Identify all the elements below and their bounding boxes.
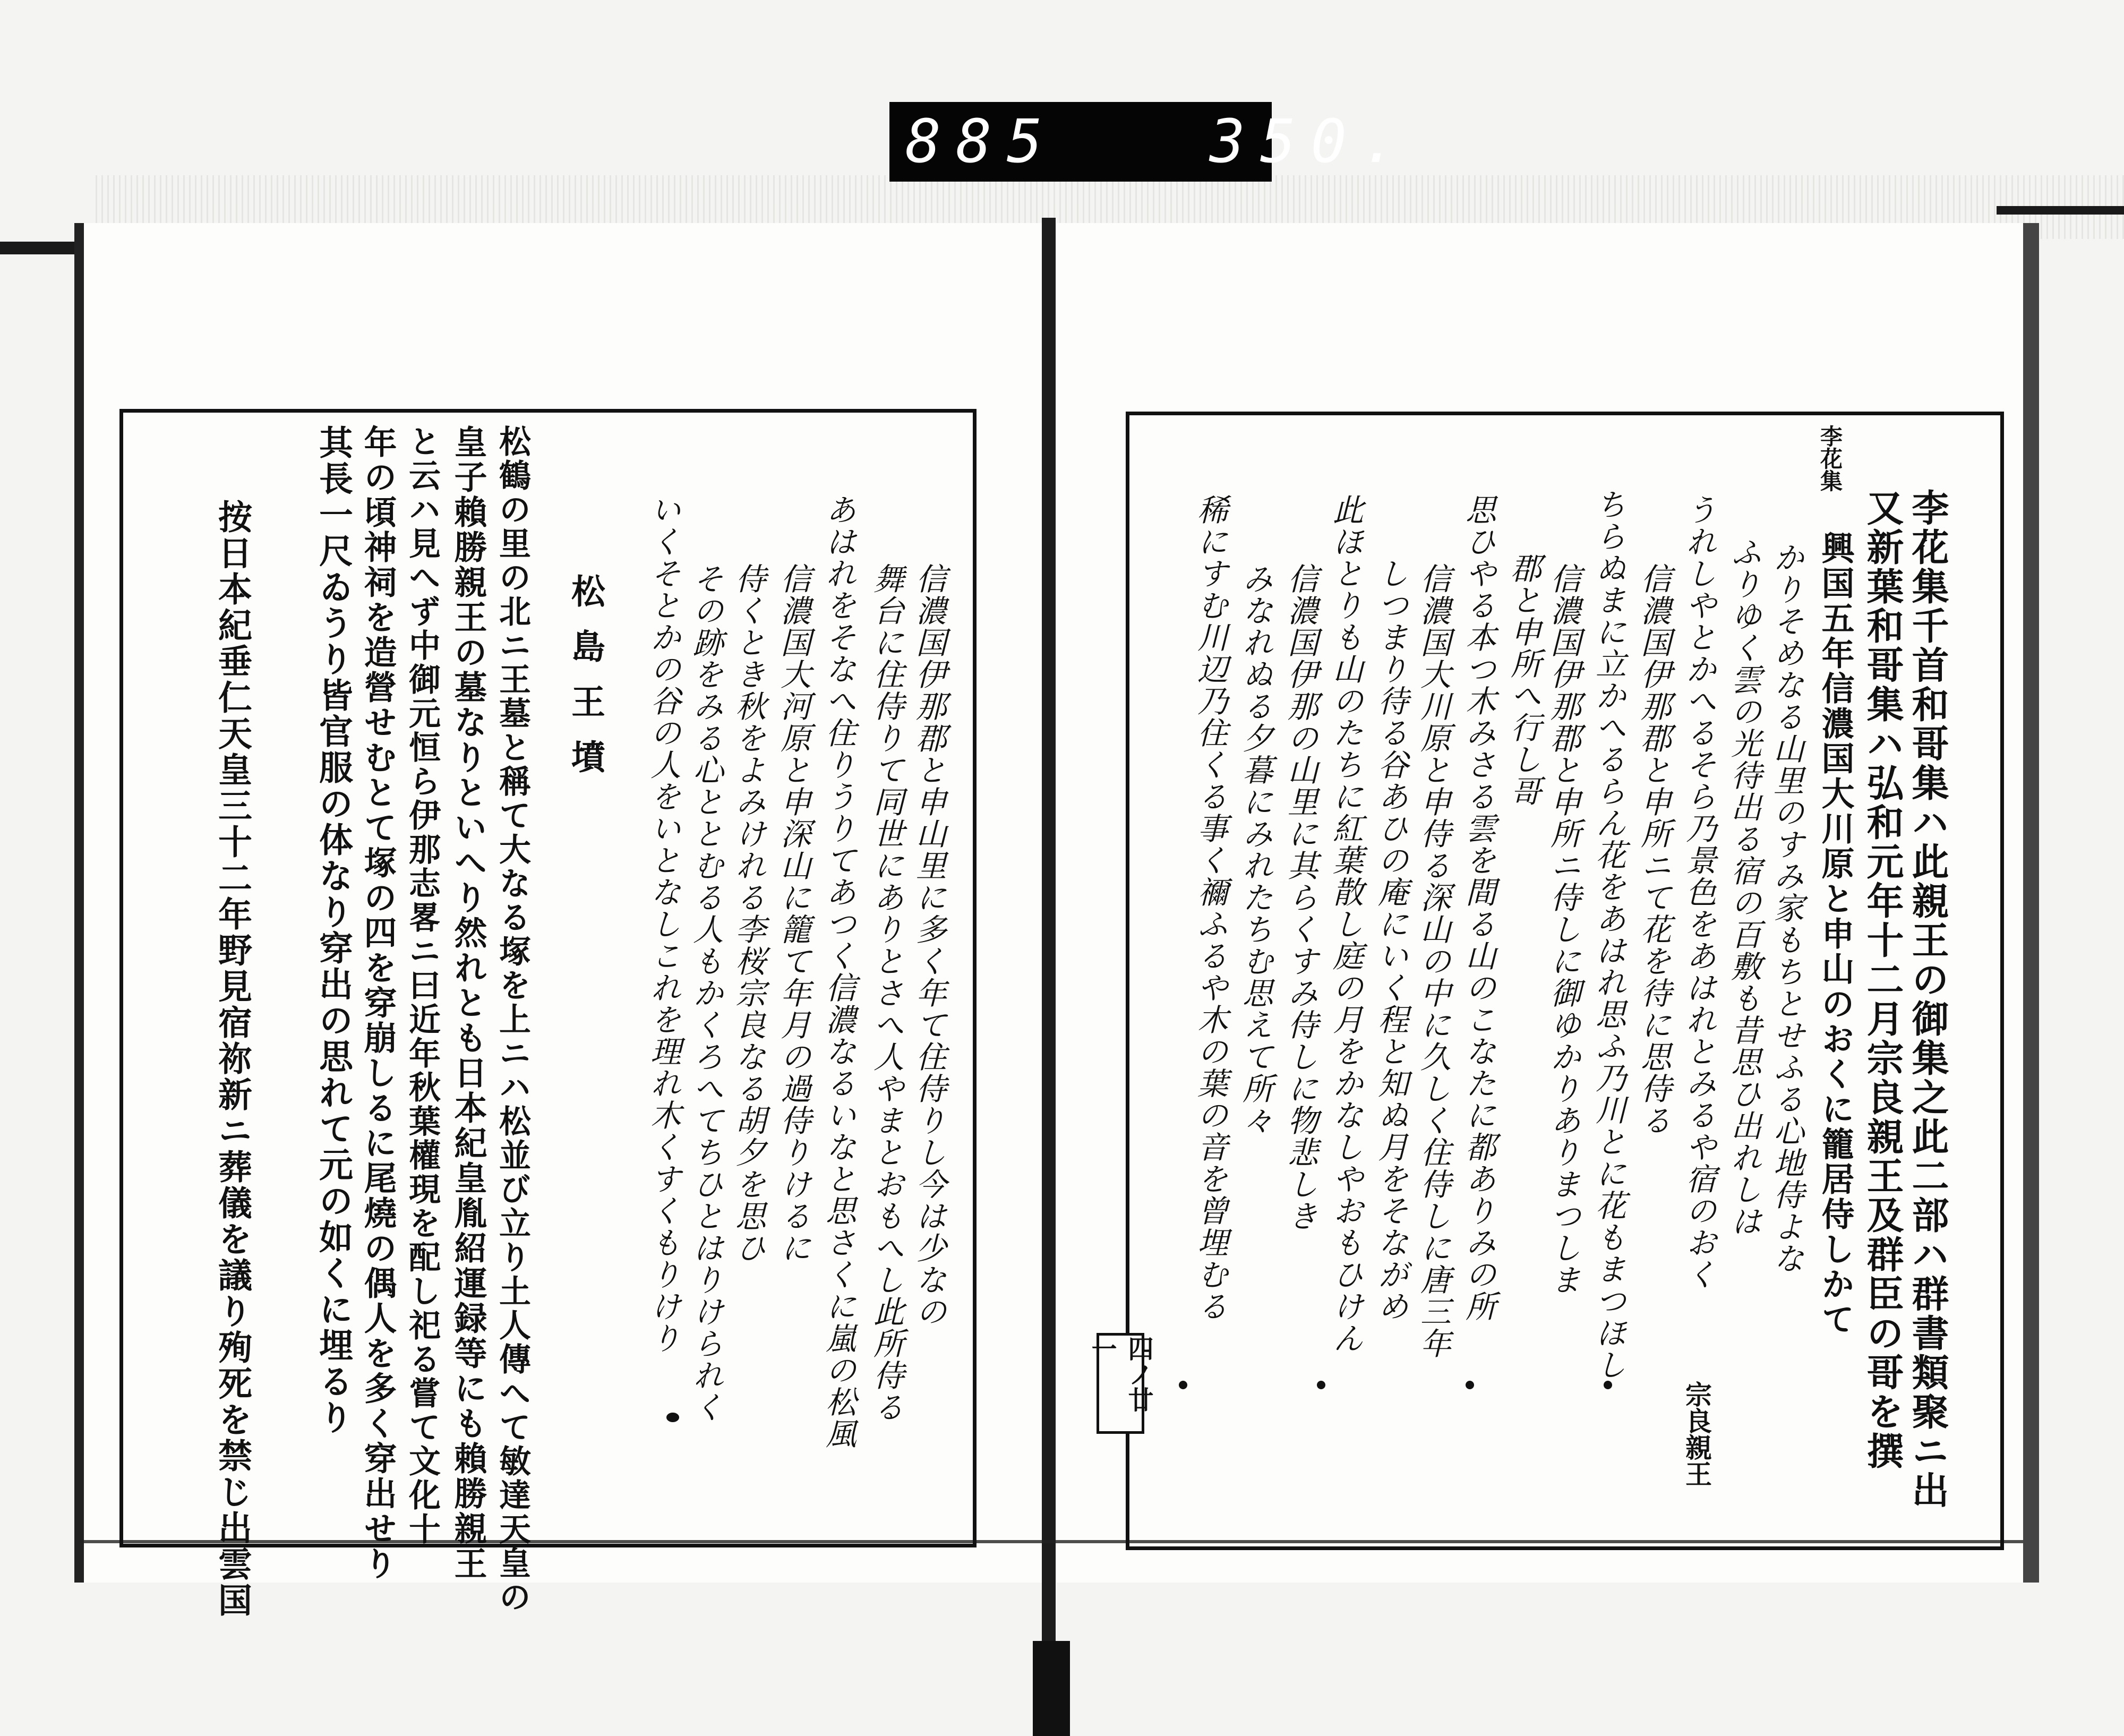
right-col-3: 興国五年信濃国大川原と申山のおくに籠居侍しかて: [1816, 531, 1855, 1337]
poem-end-mark: [1604, 1381, 1612, 1389]
right-col-4: かりそめなる山里のすみ家もちとせふる心地侍よな: [1768, 542, 1804, 1275]
right-col-10: 郡と申所へ行し哥: [1505, 552, 1541, 807]
right-col-16: みなれぬる夕暮にみれたちむ思えて所々: [1237, 563, 1273, 1136]
left-col-7: いくそとかの谷の人をいとなしこれを理れ木くすくもりけり: [645, 494, 681, 1354]
right-sublabel: 李花集: [1817, 425, 1843, 492]
left-col-8: 松鶴の里の北ニ王墓と稱て大なる塚を上ニハ松並び立り土人傳へて敏達天皇の: [494, 425, 531, 1614]
right-col-15: 信濃国伊那の山里に其らくすみ侍しに物悲しき: [1282, 563, 1318, 1232]
poem-end-mark: [1317, 1381, 1325, 1389]
right-col-5: ふりゆく雲の光待出る宿の百敷も昔思ひ出れしは: [1726, 536, 1762, 1237]
counter-right: 350.: [1209, 107, 1412, 176]
right-col-17: 稀にすむ川辺乃住くる事く禰ふるや木の葉の音を曾埋むる: [1192, 494, 1228, 1322]
page-number: 四ノ廿一: [1097, 1333, 1144, 1434]
right-col-13: しつまり待る谷あひの庵にいく程と知ぬ月をそながめ: [1373, 558, 1409, 1322]
right-col-7: 信濃国伊那郡と申所ニて花を待に思侍る: [1635, 563, 1672, 1136]
left-col-4: 信濃国大河原と申深山に籠て年月の過侍りけるに: [775, 563, 811, 1264]
binding-tassel: [1033, 1641, 1070, 1736]
left-col-6: その跡をみる心ととむる人もかくろへてちひとはりけられく: [688, 563, 724, 1423]
counter-left: 885: [905, 107, 1058, 176]
right-col-6: うれしやとかへるそら乃景色をあはれとみるや宿のおく: [1681, 494, 1717, 1290]
left-col-5: 侍くとき秋をよみけれる李桜宗良なる胡夕を思ひ: [730, 563, 766, 1264]
left-col-10: と云ハ見へず中御元恒ら伊那志畧ニ曰近年秋葉權現を配し祀る嘗て文化十: [404, 425, 441, 1546]
left-col-1: 信濃国伊那郡と申山里に多く年て住侍りし今は少なの: [911, 563, 947, 1328]
right-author: 宗良親王: [1681, 1381, 1712, 1487]
left-col-3: あはれをそなへ住りうりてあつく信濃なるいなと思さくに嵐の松風: [820, 494, 857, 1450]
left-col-12: 其長一尺ゐうり皆官服の体なり穿出の思れて元の如くに埋るり: [313, 425, 353, 1436]
right-col-14: 此ほとりも山のたちに紅葉散し庭の月をかなしやおもひけん: [1328, 494, 1364, 1354]
book-edge-right: [1997, 206, 2124, 215]
left-col-13: 按日本紀垂仁天皇三十二年野見宿祢新ニ葬儀を議り殉死を禁じ出雲国: [212, 499, 252, 1619]
right-col-11: 思ひやる本つ木みさる雲を間る山のこなたに都ありみの所: [1460, 494, 1496, 1322]
text-end-mark: [666, 1413, 679, 1422]
poem-end-mark: [1466, 1381, 1474, 1389]
book-gutter: [1042, 218, 1056, 1736]
right-col-12: 信濃国大川原と申侍る深山の中に久しく住侍しに唐三年: [1415, 563, 1451, 1359]
left-col-9: 皇子賴勝親王の墓なりといへり然れとも日本紀皇胤紹運録等にも賴勝親王: [449, 425, 487, 1581]
left-col-2: 舞台に住侍りて同世にありとさへ人やまとおもへし此所侍る: [868, 563, 904, 1423]
right-col-9: 信濃国伊那郡と申所ニ侍しに御ゆかりありまつしま: [1545, 563, 1581, 1296]
section-heading: 松島王墳: [566, 574, 605, 794]
poem-end-mark: [1179, 1381, 1187, 1389]
right-col-1: 李花集千首和哥集ハ此親王の御集之此二部ハ群書類聚ニ出: [1906, 489, 1950, 1510]
left-col-11: 年の頃神祠を造營せむとて塚の四を穿崩しるに尾燒の偶人を多く穿出せり: [358, 425, 397, 1581]
right-col-8: ちらぬまに立かへるらん花をあはれ思ふ乃川とに花もまつほし: [1590, 489, 1626, 1381]
frame-counter: [889, 102, 1412, 182]
right-col-2: 又新葉和哥集ハ弘和元年十二月宗良親王及群臣の哥を撰: [1861, 489, 1905, 1471]
